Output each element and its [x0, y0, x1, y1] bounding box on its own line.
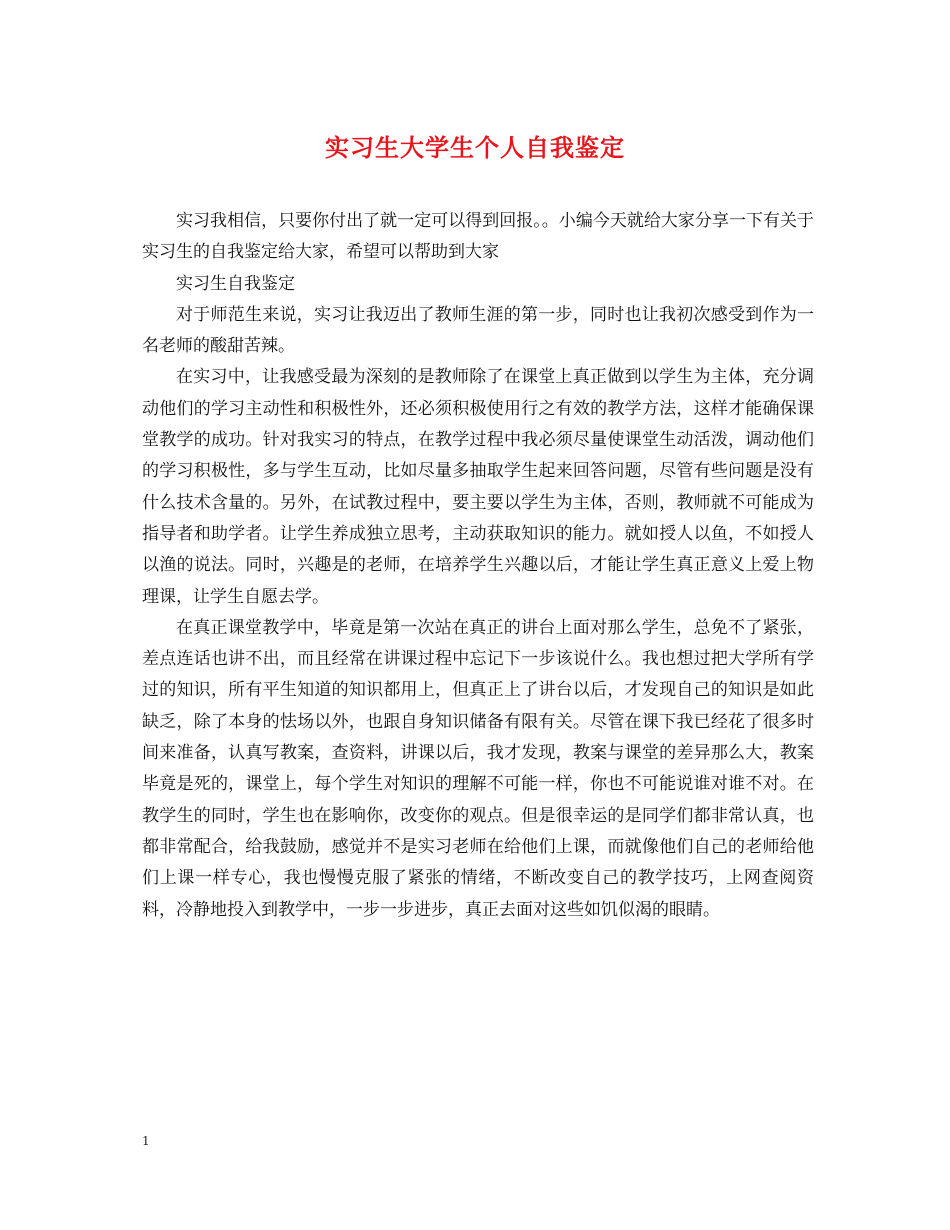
body-paragraph: 在真正课堂教学中，毕竟是第一次站在真正的讲台上面对那么学生，总免不了紧张，差点连话也讲不出，而且经常在讲课过程中忘记下一步该说什么。我也想过把大学所有学过的知识，所有平生知道的知识都用上，但真正上了讲台以后，才发现自己的知识是如此缺乏，除了本身的怯场以外，也跟自身知识储备有限有关。尽管在课下我已经花了很多时间来准备，认真写教案，查资料，讲课以后，我才发现，教案与课堂的差异那么大，教案毕竟是死的，课堂上，每个学生对知识的理解不可能一样，你也不可能说谁对谁不对。在教学生的同时，学生也在影响你，改变你的观点。但是很幸运的是同学们都非常认真，也都非常配合，给我鼓励，感觉并不是实习老师在给他们上课，而就像他们自己的老师给他们上课一样专心，我也慢慢克服了紧张的情绪，不断改变自己的教学技巧，上网查阅资料，冷静地投入到教学中，一步一步进步，真正去面对这些如饥似渴的眼睛。	[142, 617, 814, 920]
document-title: 实习生大学生个人自我鉴定	[325, 133, 625, 162]
document-body	[142, 206, 814, 926]
intro-paragraph: 实习我相信，只要你付出了就一定可以得到回报。。小编今天就给大家分享一下有关于实习生的自我鉴定给大家，希望可以帮助到大家	[142, 211, 814, 263]
body-paragraph: 在实习中，让我感受最为深刻的是教师除了在课堂上真正做到以学生为主体，充分调动他们的学习主动性和积极性外，还必须积极使用行之有效的教学方法，这样才能确保课堂教学的成功。针对我实习的特点，在教学过程中我必须尽量使课堂生动活泼，调动他们的学习积极性，多与学生互动，比如尽量多抽取学生起来回答问题，尽管有些问题是没有什么技术含量的。另外，在试教过程中，要主要以学生为主体，否则，教师就不可能成为指导者和助学者。让学生养成独立思考，主动获取知识的能力。就如授人以鱼，不如授人以渔的说法。同时，兴趣是的老师，在培养学生兴趣以后，才能让学生真正意义上爱上物理课，让学生自愿去学。	[142, 367, 814, 607]
body-paragraph: 对于师范生来说，实习让我迈出了教师生涯的第一步，同时也让我初次感受到作为一名老师的酸甜苦辣。	[142, 304, 814, 357]
section-heading: 实习生自我鉴定	[176, 273, 295, 294]
page-number: 1	[142, 1134, 150, 1148]
